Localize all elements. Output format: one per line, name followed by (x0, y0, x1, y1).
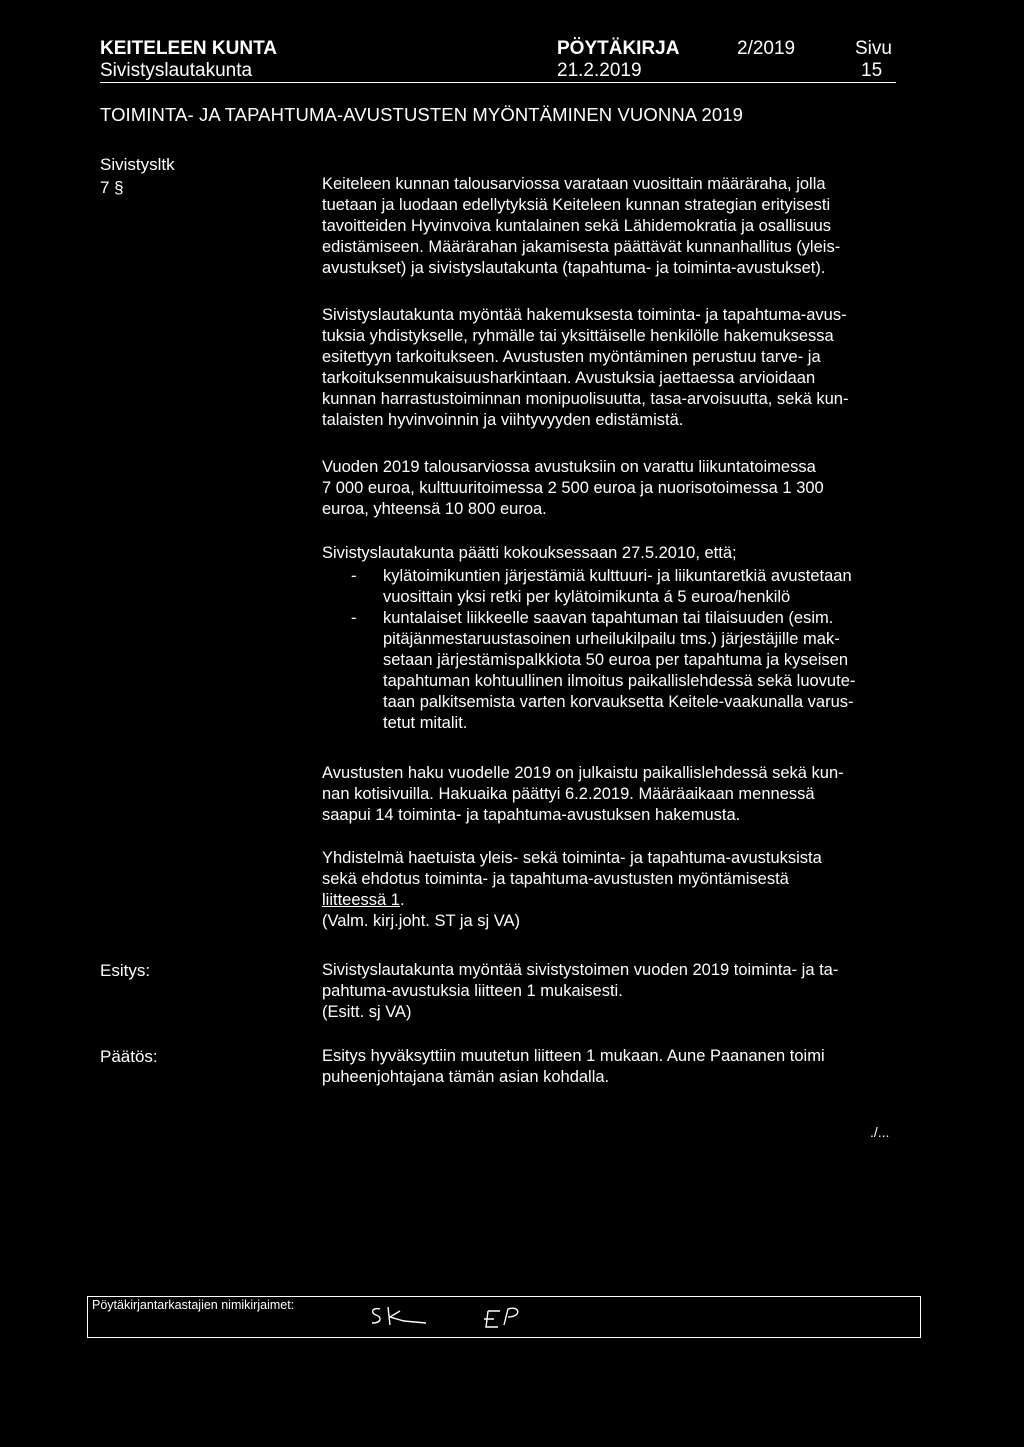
proposal-label: Esitys: (100, 961, 151, 980)
text-line: vuosittain yksi retki per kylätoimikunta á 5 euroa/henkilö (383, 588, 791, 606)
proposer-note: (Esitt. sj VA) (322, 1003, 412, 1021)
text-line: edistämiseen. Määrärahan jakamisesta päättävät kunnanhallitus (yleis- (322, 238, 841, 256)
decision-text (322, 1046, 912, 1088)
department-name: Sivistyslautakunta (100, 60, 253, 81)
meeting-date: 21.2.2019 (557, 60, 642, 81)
paragraph-4-intro (322, 543, 912, 564)
text-line: kylätoimikuntien järjestämiä kulttuuri- ja liikuntaretkiä avustetaan (383, 567, 852, 585)
text-line: avustukset) ja sivistyslautakunta (tapahtuma- ja toiminta-avustukset). (322, 259, 826, 277)
section-number: 7 § (100, 178, 124, 197)
paragraph-2 (322, 305, 912, 431)
attachment-link[interactable]: liitteessä 1 (322, 891, 400, 909)
text-line: nan kotisivuilla. Hakuaika päättyi 6.2.2019. Määräaikaan mennessä (322, 785, 815, 803)
text-line: tapahtuman kohtuullinen ilmoitus paikallislehdessä sekä luovute- (383, 672, 856, 690)
text-line: kuntalaiset liikkeelle saavan tapahtuman tai tilaisuuden (esim. (383, 609, 834, 627)
paragraph-5 (322, 763, 912, 826)
signature-sk (366, 1299, 436, 1335)
text-line: Keiteleen kunnan talousarviossa varataan vuosittain määräraha, jolla (322, 175, 826, 193)
text-line: tarkoituksenmukaisuusharkintaan. Avustuksia jaettaessa arvioidaan (322, 369, 816, 387)
text-line: tuetaan ja luodaan edellytyksiä Keiteleen kunnan strategian erityisesti (322, 196, 831, 214)
text-line: 7 000 euroa, kulttuuritoimessa 2 500 euroa ja nuorisotoimessa 1 300 (322, 479, 824, 497)
page-number: 15 (861, 60, 883, 81)
text-line: kunnan harrastustoiminnan monipuolisuutta, tasa-arvoisuutta, sekä kun- (322, 390, 849, 408)
bullet-dash: - (351, 567, 357, 585)
text-line: Vuoden 2019 talousarviossa avustuksiin on varattu liikuntatoimessa (322, 458, 816, 476)
text-line: Sivistyslautakunta päätti kokouksessaan 27.5.2010, että; (322, 544, 737, 562)
attachment-suffix: . (399, 891, 405, 909)
text-line: Yhdistelmä haetuista yleis- sekä toiminta- ja tapahtuma-avustuksista (322, 849, 822, 867)
page-title: TOIMINTA- JA TAPAHTUMA-AVUSTUSTEN MYÖNTÄMINEN VUONNA 2019 (100, 104, 744, 125)
bullet-item-2 (351, 608, 943, 734)
text-line: Sivistyslautakunta myöntää hakemuksesta toiminta- ja tapahtuma-avus- (322, 306, 847, 324)
text-line: Sivistyslautakunta myöntää sivistystoimen vuoden 2019 toiminta- ja ta- (322, 961, 839, 979)
reviewer-initials-box (87, 1296, 921, 1338)
text-line: talaisten hyvinvoinnin ja viihtyvyyden edistämistä. (322, 411, 684, 429)
doc-type: PÖYTÄKIRJA (557, 38, 680, 59)
paragraph-3 (322, 457, 912, 520)
header-rule (100, 82, 896, 83)
signature-ep (478, 1299, 548, 1335)
page-label: Sivu (855, 38, 892, 59)
decision-label: Päätös: (100, 1047, 158, 1066)
proposal-text (322, 960, 912, 1023)
bullet-item-1 (351, 566, 943, 608)
text-line: pitäjänmestaruustasoinen urheilukilpailu tms.) järjestäjille mak- (383, 630, 840, 648)
bullet-dash: - (351, 609, 357, 627)
text-line: puheenjohtajana tämän asian kohdalla. (322, 1068, 610, 1086)
text-line: tavoitteiden Hyvinvoiva kuntalainen sekä Lähidemokratia ja osallisuus (322, 217, 832, 235)
text-line: sekä ehdotus toiminta- ja tapahtuma-avustusten myöntämisestä (322, 870, 789, 888)
continuation-mark: ./... (870, 1124, 890, 1140)
text-line: saapui 14 toiminta- ja tapahtuma-avustuksen hakemusta. (322, 806, 741, 824)
paragraph-6 (322, 848, 912, 932)
doc-number: 2/2019 (737, 38, 796, 59)
text-line: setaan järjestämispalkkiota 50 euroa per tapahtuma ja kyseisen (383, 651, 849, 669)
text-line: Esitys hyväksyttiin muutetun liitteen 1 mukaan. Aune Paananen toimi (322, 1047, 825, 1065)
text-line: pahtuma-avustuksia liitteen 1 mukaisesti. (322, 982, 623, 1000)
committee-label: Sivistysltk (100, 155, 175, 174)
attachment-reference (322, 890, 912, 911)
preparer-note: (Valm. kirj.joht. ST ja sj VA) (322, 912, 521, 930)
text-line: Avustusten haku vuodelle 2019 on julkaistu paikallislehdessä sekä kun- (322, 764, 844, 782)
text-line: tuksia yhdistykselle, ryhmälle tai yksittäiselle henkilölle hakemuksessa (322, 327, 834, 345)
paragraph-1 (322, 174, 912, 279)
reviewer-initials-label: Pöytäkirjantarkastajien nimikirjaimet: (92, 1298, 295, 1312)
text-line: esitettyyn tarkoitukseen. Avustusten myöntäminen perustuu tarve- ja (322, 348, 821, 366)
text-line: tetut mitalit. (383, 714, 468, 732)
text-line: euroa, yhteensä 10 800 euroa. (322, 500, 547, 518)
org-name: KEITELEEN KUNTA (100, 38, 277, 59)
text-line: taan palkitsemista varten korvauksetta Keitele-vaakunalla varus- (383, 693, 854, 711)
